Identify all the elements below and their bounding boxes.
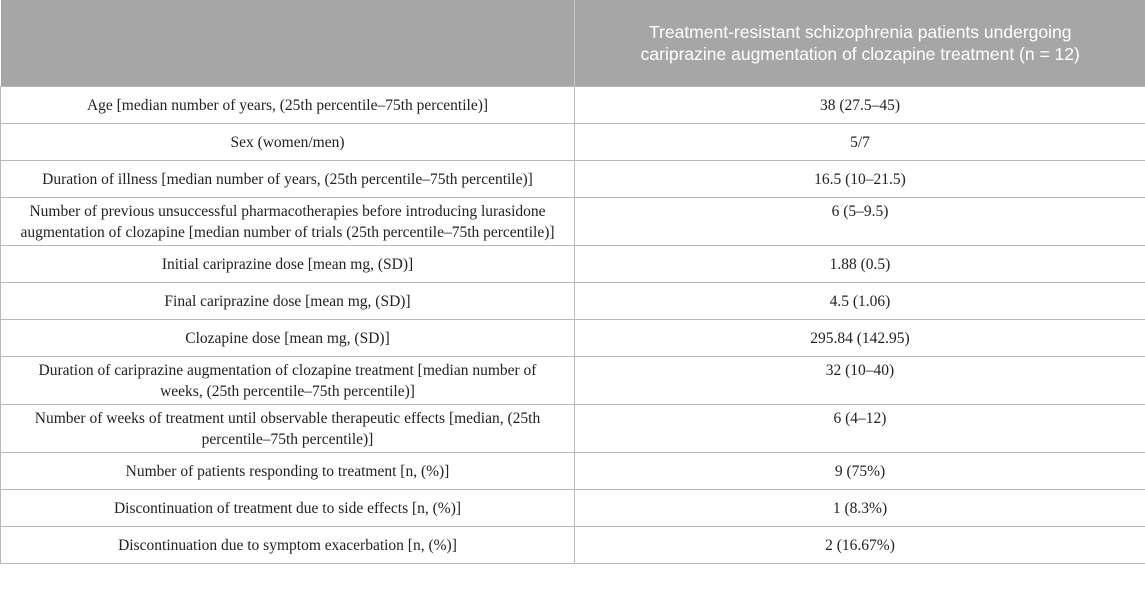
table-row-weeks-until-effect <box>1 405 1145 453</box>
header-line-2: cariprazine augmentation of clozapine treatment (n = 12) <box>640 44 1080 64</box>
row-value: 16.5 (10–21.5) <box>575 161 1145 198</box>
table-row-clozapine-dose <box>1 320 1145 357</box>
table-header <box>1 0 1145 87</box>
row-value: 1 (8.3%) <box>575 490 1145 527</box>
row-value: 5/7 <box>575 124 1145 161</box>
header-cell-characteristic <box>1 0 575 87</box>
row-label <box>1 198 575 246</box>
table-row-previous-pharmacotherapies <box>1 198 1145 246</box>
table-row-responders <box>1 453 1145 490</box>
row-label-line-1: Duration of cariprazine augmentation of clozapine treatment [median number of <box>38 361 537 379</box>
row-label-line-2: weeks, (25th percentile–75th percentile)] <box>160 382 415 400</box>
row-value: 9 (75%) <box>575 453 1145 490</box>
row-label: Discontinuation of treatment due to side effects [n, (%)] <box>1 490 575 527</box>
row-label-line-2: percentile–75th percentile)] <box>201 430 374 448</box>
table-row-initial-dose <box>1 246 1145 283</box>
row-value: 295.84 (142.95) <box>575 320 1145 357</box>
table-body <box>1 87 1145 564</box>
row-label: Duration of illness [median number of years, (25th percentile–75th percentile)] <box>1 161 575 198</box>
row-label: Discontinuation due to symptom exacerbation [n, (%)] <box>1 527 575 564</box>
table-row-discontinuation-exacerbation <box>1 527 1145 564</box>
header-line-1: Treatment-resistant schizophrenia patients undergoing <box>648 22 1072 42</box>
row-value: 38 (27.5–45) <box>575 87 1145 124</box>
row-value: 6 (5–9.5) <box>575 198 1145 246</box>
header-cell-patients <box>575 0 1145 87</box>
row-value: 6 (4–12) <box>575 405 1145 453</box>
row-value: 32 (10–40) <box>575 357 1145 405</box>
row-label: Number of patients responding to treatment [n, (%)] <box>1 453 575 490</box>
row-label: Initial cariprazine dose [mean mg, (SD)] <box>1 246 575 283</box>
table-row-sex <box>1 124 1145 161</box>
row-label: Clozapine dose [mean mg, (SD)] <box>1 320 575 357</box>
row-label-line-2: augmentation of clozapine [median number of trials (25th percentile–75th percentile)] <box>20 223 555 241</box>
row-label: Age [median number of years, (25th percentile–75th percentile)] <box>1 87 575 124</box>
table-row-discontinuation-side-effects <box>1 490 1145 527</box>
header-row <box>1 0 1145 87</box>
row-label <box>1 405 575 453</box>
row-value: 1.88 (0.5) <box>575 246 1145 283</box>
table-row-augmentation-duration <box>1 357 1145 405</box>
row-label: Final cariprazine dose [mean mg, (SD)] <box>1 283 575 320</box>
row-label <box>1 357 575 405</box>
row-label: Sex (women/men) <box>1 124 575 161</box>
table-row-final-dose <box>1 283 1145 320</box>
row-label-line-1: Number of previous unsuccessful pharmacotherapies before introducing lurasidone <box>29 202 546 220</box>
row-value: 4.5 (1.06) <box>575 283 1145 320</box>
row-label-line-1: Number of weeks of treatment until observable therapeutic effects [median, (25th <box>34 409 541 427</box>
row-value: 2 (16.67%) <box>575 527 1145 564</box>
table-row-duration-of-illness <box>1 161 1145 198</box>
table-row-age <box>1 87 1145 124</box>
